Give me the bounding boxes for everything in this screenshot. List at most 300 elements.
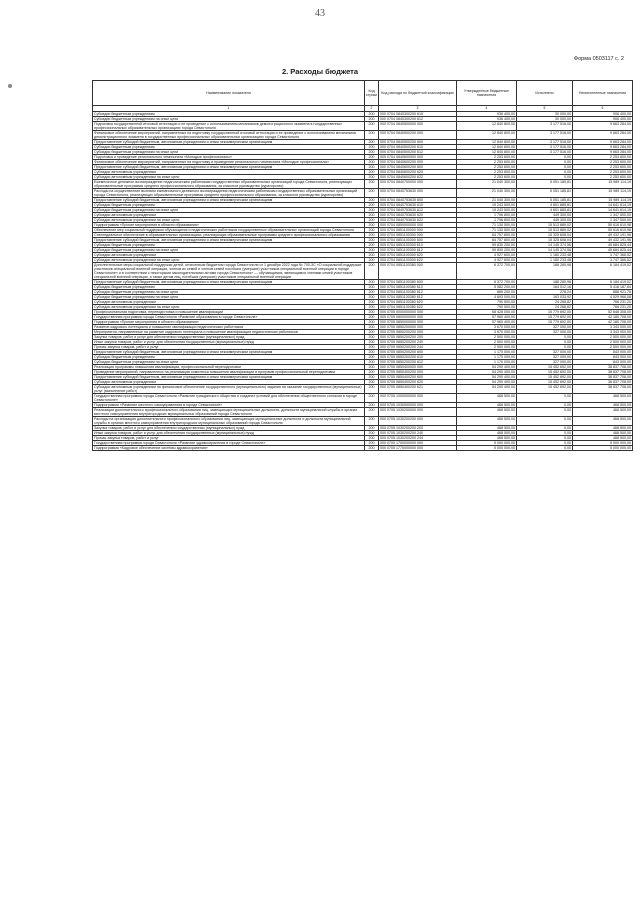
row-executed-cell: 327 000,00 <box>517 359 573 364</box>
row-executed-cell: 0,00 <box>517 402 573 407</box>
column-number: 1 <box>93 106 365 112</box>
row-name-cell: Расходы на организацию дополнительного профессионального образования лиц, замещающих муниципальные должности и должности муниципальной службы в органах местного самоуправления внутригородских муниципальных образований города Севастополя <box>93 416 365 425</box>
row-approved-cell: 5 000 000,00 <box>457 440 517 445</box>
row-budget-code-cell: 000 0704 0840753630 620 <box>379 212 457 217</box>
row-budget-code-cell: 000 0704 0851100300 612 <box>379 247 457 252</box>
row-line-code-cell: 200 <box>365 154 379 159</box>
row-executed-cell: 3 177 516,00 <box>517 149 573 154</box>
row-remaining-cell: 2 253 600,00 <box>573 164 633 169</box>
row-approved-cell: 12 840 800,00 <box>457 144 517 149</box>
row-approved-cell: 5 000 000,00 <box>457 445 517 450</box>
row-approved-cell: 12 840 800,00 <box>457 121 517 130</box>
row-approved-cell: 2 500 000,00 <box>457 344 517 349</box>
row-remaining-cell: 468 500,00 <box>573 393 633 402</box>
column-number: 2 <box>365 106 379 112</box>
row-approved-cell: 468 500,00 <box>457 425 517 430</box>
row-executed-cell: 24 268,82 <box>517 299 573 304</box>
table-row <box>93 416 633 425</box>
row-budget-code-cell: 000 0704 0840600200 000 <box>379 159 457 164</box>
row-line-code-cell: 200 <box>365 116 379 121</box>
row-line-code-cell: 200 <box>365 217 379 222</box>
row-budget-code-cell: 000 0704 0851100380 000 <box>379 262 457 279</box>
row-line-code-cell: 200 <box>365 227 379 232</box>
row-approved-cell: 54 290 400,00 <box>457 364 517 369</box>
row-name-cell: Субсидии автономным учреждениям на иные цели <box>93 304 365 309</box>
row-name-cell: Субсидии бюджетным учреждениям на иные цели <box>93 247 365 252</box>
budget-expenses-table <box>92 80 633 451</box>
row-remaining-cell: 906 400,00 <box>573 116 633 121</box>
row-name-cell: Субсидии автономным учреждениям на иные цели <box>93 174 365 179</box>
row-approved-cell: 2 253 600,00 <box>457 159 517 164</box>
row-budget-code-cell: 000 0704 0840753630 610 <box>379 202 457 207</box>
row-budget-code-cell: 000 0704 0851100380 620 <box>379 299 457 304</box>
row-approved-cell: 3 670 000,00 <box>457 324 517 329</box>
row-budget-code-cell: 000 0704 0851100300 610 <box>379 242 457 247</box>
row-line-code-cell: 200 <box>365 257 379 262</box>
row-name-cell: Государственная программа города Севастополя «Развитие образования в городе Севастополе» <box>93 314 365 319</box>
row-executed-cell: 14 145 374,56 <box>517 242 573 247</box>
row-executed-cell: 15 779 692,00 <box>517 319 573 324</box>
row-budget-code-cell: 000 0705 1030200000 000 <box>379 407 457 416</box>
row-approved-cell: 468 500,00 <box>457 430 517 435</box>
row-line-code-cell: 200 <box>365 435 379 440</box>
row-line-code-cell: 200 <box>365 212 379 217</box>
row-remaining-cell: 38 837 708,00 <box>573 364 633 369</box>
column-number: 3 <box>379 106 457 112</box>
row-remaining-cell: 5 418 187,84 <box>573 284 633 289</box>
row-name-cell: Предоставление субсидий бюджетным, автономным учреждениям и иным некоммерческим организациям <box>93 279 365 284</box>
row-name-cell: Государственная программа города Севастополя «Развитие здравоохранения в городе Севастополе» <box>93 440 365 445</box>
row-line-code-cell: 200 <box>365 247 379 252</box>
row-name-cell: Закупка товаров, работ и услуг для обеспечения государственных (муниципальных) нужд <box>93 334 365 339</box>
row-remaining-cell: 3 343 000,00 <box>573 324 633 329</box>
row-line-code-cell: 200 <box>365 344 379 349</box>
row-budget-code-cell: 000 0704 0840300200 610 <box>379 111 457 116</box>
row-name-cell: Реализация дополнительного профессионального образования лиц, замещающих муниципальные должности, должности муниципальной службы в органах местного самоуправления внутригородских муниципальных образований города Севастополя <box>93 407 365 416</box>
table-row <box>93 179 633 188</box>
row-budget-code-cell: 000 0705 0000000000 000 <box>379 309 457 314</box>
row-executed-cell: 15 513 889,02 <box>517 227 573 232</box>
row-budget-code-cell: 000 0704 0840600200 620 <box>379 169 457 174</box>
row-budget-code-cell: 000 0705 0850400200 620 <box>379 379 457 384</box>
row-line-code-cell: 200 <box>365 144 379 149</box>
row-approved-cell: 1 796 800,00 <box>457 212 517 217</box>
row-remaining-cell: 38 837 708,00 <box>573 369 633 374</box>
row-executed-cell: 4 601 885,81 <box>517 202 573 207</box>
row-approved-cell: 1 170 000,00 <box>457 359 517 364</box>
row-budget-code-cell: 000 0704 0840500200 610 <box>379 144 457 149</box>
row-name-cell: Закупка товаров, работ и услуг для обеспечения государственных (муниципальных) нужд <box>93 425 365 430</box>
row-remaining-cell: 45 684 825,44 <box>573 247 633 252</box>
row-name-cell: Прочая закупка товаров, работ и услуг <box>93 344 365 349</box>
row-approved-cell: 790 500,00 <box>457 299 517 304</box>
row-line-code-cell: 200 <box>365 407 379 416</box>
row-line-code-cell: 200 <box>365 130 379 139</box>
row-executed-cell: 15 325 608,04 <box>517 237 573 242</box>
row-budget-code-cell: 000 0705 1030200200 240 <box>379 430 457 435</box>
row-remaining-cell: 9 663 284,00 <box>573 144 633 149</box>
row-executed-cell: 24 268,82 <box>517 304 573 309</box>
row-executed-cell: 0,00 <box>517 435 573 440</box>
row-executed-cell: 1 180 233,48 <box>517 252 573 257</box>
row-name-cell: Субсидии бюджетным учреждениям <box>93 202 365 207</box>
row-line-code-cell: 200 <box>365 304 379 309</box>
row-approved-cell: 54 290 400,00 <box>457 374 517 379</box>
row-line-code-cell: 200 <box>365 222 379 227</box>
row-remaining-cell: 1 347 500,00 <box>573 217 633 222</box>
row-budget-code-cell: 000 0704 0840500200 612 <box>379 149 457 154</box>
row-remaining-cell: 55 616 610,98 <box>573 222 633 227</box>
row-line-code-cell: 200 <box>365 416 379 425</box>
row-budget-code-cell: 000 0704 0851100380 612 <box>379 294 457 299</box>
row-approved-cell: 6 372 700,00 <box>457 279 517 284</box>
table-row <box>93 384 633 393</box>
row-remaining-cell: 843 000,00 <box>573 354 633 359</box>
row-executed-cell: 164 012,16 <box>517 284 573 289</box>
row-budget-code-cell: 000 0704 0840500000 000 <box>379 121 457 130</box>
row-line-code-cell: 200 <box>365 402 379 407</box>
column-header: Исполнено <box>517 81 573 106</box>
row-remaining-cell: 49 432 191,96 <box>573 232 633 237</box>
row-remaining-cell: 15 989 114,19 <box>573 188 633 197</box>
column-number: 4 <box>457 106 517 112</box>
row-remaining-cell: 9 663 284,00 <box>573 130 633 139</box>
row-approved-cell: 1 170 000,00 <box>457 349 517 354</box>
row-executed-cell: 1 180 233,48 <box>517 257 573 262</box>
row-budget-code-cell: 000 0705 1030200200 200 <box>379 425 457 430</box>
row-budget-code-cell: 000 0704 0840600200 622 <box>379 174 457 179</box>
row-executed-cell: 4 601 885,81 <box>517 207 573 212</box>
row-budget-code-cell: 000 0704 0851100380 610 <box>379 284 457 289</box>
row-executed-cell: 30 000,00 <box>517 111 573 116</box>
row-budget-code-cell: 000 0705 0850400200 621 <box>379 384 457 393</box>
column-number: 5 <box>517 106 573 112</box>
row-line-code-cell: 200 <box>365 440 379 445</box>
row-remaining-cell: 2 253 600,00 <box>573 174 633 179</box>
row-name-cell: Предоставление субсидий бюджетным, автономным учреждениям и иным некоммерческим организациям <box>93 374 365 379</box>
row-executed-cell: 15 452 692,00 <box>517 364 573 369</box>
row-executed-cell: 3 177 516,00 <box>517 139 573 144</box>
row-remaining-cell: 468 500,00 <box>573 407 633 416</box>
row-line-code-cell: 200 <box>365 445 379 450</box>
row-budget-code-cell: 000 0705 0850000000 000 <box>379 319 457 324</box>
row-remaining-cell: 38 837 708,00 <box>573 379 633 384</box>
row-executed-cell: 30 000,00 <box>517 116 573 121</box>
row-executed-cell: 15 513 889,02 <box>517 222 573 227</box>
row-budget-code-cell: 000 0705 1030200200 244 <box>379 435 457 440</box>
row-name-cell: Субсидии бюджетным учреждениям на иные цели <box>93 116 365 121</box>
row-executed-cell: 0,00 <box>517 445 573 450</box>
table-body <box>93 111 633 450</box>
row-remaining-cell: 9 663 284,00 <box>573 139 633 144</box>
row-line-code-cell: 200 <box>365 430 379 435</box>
row-approved-cell: 2 253 600,00 <box>457 174 517 179</box>
row-budget-code-cell: 000 0704 0840753630 612 <box>379 207 457 212</box>
table-row <box>93 262 633 279</box>
row-executed-cell: 15 452 692,00 <box>517 369 573 374</box>
row-budget-code-cell: 000 0705 0850200200 240 <box>379 339 457 344</box>
row-budget-code-cell: 000 0705 0850200200 000 <box>379 329 457 334</box>
row-executed-cell: 15 452 692,00 <box>517 379 573 384</box>
column-header: Код расхода по бюджетной классификации <box>379 81 457 106</box>
row-line-code-cell: 200 <box>365 279 379 284</box>
row-approved-cell: 71 130 500,00 <box>457 227 517 232</box>
row-approved-cell: 19 243 500,00 <box>457 202 517 207</box>
row-name-cell: Профессиональная подготовка, переподготовка и повышение квалификации <box>93 309 365 314</box>
row-remaining-cell: 52 648 308,00 <box>573 309 633 314</box>
row-approved-cell: 12 840 800,00 <box>457 149 517 154</box>
table-row <box>93 130 633 139</box>
row-remaining-cell: 55 616 610,98 <box>573 227 633 232</box>
row-line-code-cell: 200 <box>365 179 379 188</box>
row-remaining-cell: 42 180 708,00 <box>573 314 633 319</box>
row-remaining-cell: 2 253 600,00 <box>573 154 633 159</box>
row-approved-cell: 2 500 000,00 <box>457 339 517 344</box>
row-approved-cell: 1 170 000,00 <box>457 354 517 359</box>
row-line-code-cell: 200 <box>365 121 379 130</box>
row-name-cell: Иные закупки товаров, работ и услуг для обеспечения государственных (муниципальных) нужд <box>93 339 365 344</box>
row-approved-cell: 5 582 200,00 <box>457 284 517 289</box>
row-line-code-cell: 200 <box>365 384 379 393</box>
row-line-code-cell: 200 <box>365 169 379 174</box>
row-remaining-cell: 6 184 419,02 <box>573 279 633 284</box>
row-budget-code-cell: 000 0704 0840600000 000 <box>379 154 457 159</box>
row-line-code-cell: 200 <box>365 369 379 374</box>
row-budget-code-cell: 000 0704 0851100380 622 <box>379 304 457 309</box>
row-line-code-cell: 200 <box>365 294 379 299</box>
row-name-cell: Предоставление субсидий бюджетным, автономным учреждениям и иным некоммерческим организациям <box>93 349 365 354</box>
row-remaining-cell: 468 500,00 <box>573 402 633 407</box>
row-approved-cell: 19 243 500,00 <box>457 207 517 212</box>
row-remaining-cell: 5 000 000,00 <box>573 445 633 450</box>
row-budget-code-cell: 000 0705 1030000000 000 <box>379 402 457 407</box>
table-row <box>93 445 633 450</box>
section-title: 2. Расходы бюджета <box>281 67 359 76</box>
row-line-code-cell: 200 <box>365 299 379 304</box>
row-name-cell: Мероприятия, направленные на развитие кадрового потенциала и повышение квалификации педагогических работников <box>93 329 365 334</box>
row-budget-code-cell: 000 0705 0850400000 000 <box>379 364 457 369</box>
row-line-code-cell: 200 <box>365 139 379 144</box>
row-line-code-cell: 200 <box>365 309 379 314</box>
row-name-cell: Субсидии бюджетным учреждениям <box>93 144 365 149</box>
row-name-cell: Ежемесячное денежное вознаграждение педагогическим работникам государственных образовательных организаций города Севастополя, реализующих образовательные программы среднего профессионального образования, за классное руководство (кураторство) <box>93 179 365 188</box>
row-approved-cell: 2 500 000,00 <box>457 334 517 339</box>
row-executed-cell: 327 000,00 <box>517 354 573 359</box>
row-name-cell: Субсидии автономным учреждениям <box>93 379 365 384</box>
row-remaining-cell: 2 253 600,00 <box>573 169 633 174</box>
row-line-code-cell: 200 <box>365 379 379 384</box>
row-line-code-cell: 200 <box>365 284 379 289</box>
row-budget-code-cell: 000 0704 0840500200 600 <box>379 139 457 144</box>
row-executed-cell: 15 779 692,00 <box>517 314 573 319</box>
row-remaining-cell: 14 641 614,19 <box>573 202 633 207</box>
row-line-code-cell: 200 <box>365 289 379 294</box>
row-name-cell: Государственная программа города Севастополя «Развитие гражданского общества и создание условий для обеспечения общественного согласия в городе Севастополе» <box>93 393 365 402</box>
row-remaining-cell: 3 747 366,52 <box>573 257 633 262</box>
row-approved-cell: 790 500,00 <box>457 304 517 309</box>
row-budget-code-cell: 000 0705 0850200200 244 <box>379 344 457 349</box>
row-name-cell: Расходы на осуществление выплаты ежемесячного денежного вознаграждения педагогическим работникам государственных образовательных организаций города Севастополя, реализующих образовательные программы среднего профессионального образования, за классное руководство (кураторство) <box>93 188 365 197</box>
row-approved-cell: 6 372 700,00 <box>457 262 517 279</box>
row-budget-code-cell: 000 0705 0850200000 000 <box>379 324 457 329</box>
row-remaining-cell: 468 500,00 <box>573 435 633 440</box>
row-budget-code-cell: 000 0705 0800000000 000 <box>379 314 457 319</box>
row-executed-cell: 0,00 <box>517 174 573 179</box>
row-budget-code-cell: 000 0704 0840300200 612 <box>379 116 457 121</box>
row-approved-cell: 68 428 000,00 <box>457 309 517 314</box>
row-executed-cell: 327 000,00 <box>517 329 573 334</box>
row-executed-cell: 3 177 516,00 <box>517 121 573 130</box>
row-executed-cell: 278,24 <box>517 289 573 294</box>
row-executed-cell: 15 325 608,04 <box>517 232 573 237</box>
form-code: Форма 0503117 с. 2 <box>573 56 624 62</box>
row-approved-cell: 64 757 800,00 <box>457 232 517 237</box>
column-header: Код строки <box>365 81 379 106</box>
row-name-cell: Предоставление субсидий бюджетным, автономным учреждениям и иным некоммерческим организациям <box>93 164 365 169</box>
row-approved-cell: 71 130 500,00 <box>457 222 517 227</box>
row-approved-cell: 57 960 400,00 <box>457 314 517 319</box>
row-approved-cell: 2 253 600,00 <box>457 169 517 174</box>
column-header: Утвержденные бюджетные назначения <box>457 81 517 106</box>
row-line-code-cell: 200 <box>365 111 379 116</box>
row-executed-cell: 14 145 374,56 <box>517 247 573 252</box>
row-approved-cell: 2 253 600,00 <box>457 154 517 159</box>
row-approved-cell: 4 693 000,00 <box>457 294 517 299</box>
row-executed-cell: 0,00 <box>517 440 573 445</box>
row-remaining-cell: 15 989 114,19 <box>573 179 633 188</box>
row-name-cell: Иные закупки товаров, работ и услуг для обеспечения государственных (муниципальных) нужд <box>93 430 365 435</box>
row-remaining-cell: 15 989 114,19 <box>573 197 633 202</box>
row-budget-code-cell: 000 0704 0840600200 600 <box>379 164 457 169</box>
row-name-cell: Субсидии автономным учреждениям на иные цели <box>93 217 365 222</box>
row-executed-cell: 0,00 <box>517 430 573 435</box>
row-budget-code-cell: 000 0704 0840753630 000 <box>379 188 457 197</box>
row-name-cell: Стипендиальное обеспечение в образовательных организациях, реализующих образовательные программы среднего профессионального образования <box>93 232 365 237</box>
row-remaining-cell: 468 500,00 <box>573 416 633 425</box>
row-name-cell: Обеспечение мер социальной поддержки обучающихся и педагогических работников государственных образовательных организаций города Севастополя <box>93 227 365 232</box>
binding-hole-mark <box>8 84 12 88</box>
column-header: Наименование показателя <box>93 81 365 106</box>
row-line-code-cell: 200 <box>365 207 379 212</box>
row-executed-cell: 0,00 <box>517 407 573 416</box>
row-name-cell: Предоставление субсидий бюджетным, автономным учреждениям и иным некоммерческим организациям <box>93 139 365 144</box>
row-line-code-cell: 200 <box>365 349 379 354</box>
row-name-cell: Подпрограмма «Кадровое обеспечение системы здравоохранения» <box>93 445 365 450</box>
row-line-code-cell: 200 <box>365 374 379 379</box>
row-executed-cell: 5 051 185,81 <box>517 179 573 188</box>
row-name-cell: Субсидии бюджетным учреждениям на иные цели <box>93 207 365 212</box>
row-budget-code-cell: 000 0705 1000000000 000 <box>379 393 457 402</box>
table-row <box>93 393 633 402</box>
row-line-code-cell: 200 <box>365 334 379 339</box>
row-budget-code-cell: 000 0705 0850400200 000 <box>379 369 457 374</box>
table-row <box>93 407 633 416</box>
table-header-row <box>93 81 633 106</box>
row-approved-cell: 57 960 400,00 <box>457 319 517 324</box>
row-name-cell: Субсидии автономным учреждениям <box>93 299 365 304</box>
row-executed-cell: 163 033,92 <box>517 294 573 299</box>
row-line-code-cell: 200 <box>365 202 379 207</box>
row-remaining-cell: 2 253 600,00 <box>573 159 633 164</box>
row-name-cell: Субсидии бюджетным учреждениям <box>93 111 365 116</box>
row-line-code-cell: 200 <box>365 242 379 247</box>
row-budget-code-cell: 000 0704 0840753630 600 <box>379 197 457 202</box>
row-executed-cell: 188 280,98 <box>517 279 573 284</box>
row-remaining-cell: 2 500 000,00 <box>573 344 633 349</box>
row-budget-code-cell: 000 0704 0840500200 000 <box>379 130 457 139</box>
row-name-cell: Субсидии бюджетным учреждениям <box>93 354 365 359</box>
row-name-cell: Субсидии бюджетным учреждениям на иные цели <box>93 294 365 299</box>
row-approved-cell: 54 290 400,00 <box>457 384 517 393</box>
row-approved-cell: 64 757 800,00 <box>457 237 517 242</box>
row-line-code-cell: 200 <box>365 149 379 154</box>
row-executed-cell: 0,00 <box>517 164 573 169</box>
row-approved-cell: 4 927 600,00 <box>457 257 517 262</box>
row-name-cell: Субсидии бюджетным учреждениям <box>93 284 365 289</box>
row-remaining-cell: 843 000,00 <box>573 349 633 354</box>
row-budget-code-cell: 000 0704 0851100300 600 <box>379 237 457 242</box>
row-name-cell: Предоставление субсидий бюджетным, автономным учреждениям и иным некоммерческим организациям <box>93 237 365 242</box>
row-approved-cell: 936 400,00 <box>457 116 517 121</box>
row-remaining-cell: 3 747 366,52 <box>573 252 633 257</box>
row-line-code-cell: 200 <box>365 188 379 197</box>
row-remaining-cell: 9 663 284,00 <box>573 149 633 154</box>
row-line-code-cell: 200 <box>365 359 379 364</box>
row-approved-cell: 468 500,00 <box>457 402 517 407</box>
row-remaining-cell: 4 529 966,08 <box>573 294 633 299</box>
row-remaining-cell: 9 663 284,00 <box>573 121 633 130</box>
row-approved-cell: 468 500,00 <box>457 393 517 402</box>
row-budget-code-cell: 000 0705 0850200200 612 <box>379 359 457 364</box>
page-number: 43 <box>315 8 325 19</box>
row-remaining-cell: 6 184 419,02 <box>573 262 633 279</box>
row-name-cell: Дополнительные меры социальной поддержки детей, отнесенным бюджетом города Севастополя от 1 декабря 2022 года № 700-ЗС «О социальной поддержке участников специальной военной операции, членов их семей и членов семей погибших (умерших) участников специальной военной операции в городе Севастополе» и в соответствии с некоторыми законодательными актами города Севастополя» — обучающимся, являющимся членами семей участников специальной военной операции, а также детям лиц, погибших (умерших) участников специальной военной операции <box>93 262 365 279</box>
row-executed-cell: 15 779 692,00 <box>517 309 573 314</box>
row-executed-cell: 3 177 516,00 <box>517 144 573 149</box>
row-approved-cell: 54 290 400,00 <box>457 379 517 384</box>
row-approved-cell: 3 670 000,00 <box>457 329 517 334</box>
row-name-cell: Субсидии автономным учреждениям <box>93 252 365 257</box>
row-line-code-cell: 200 <box>365 262 379 279</box>
row-name-cell: Реализация программы повышения квалификации, профессиональной переподготовки <box>93 364 365 369</box>
row-approved-cell: 468 500,00 <box>457 435 517 440</box>
row-name-cell: Подпрограмма «Прочие мероприятия в области образования» <box>93 319 365 324</box>
row-line-code-cell: 200 <box>365 364 379 369</box>
row-approved-cell: 12 840 800,00 <box>457 139 517 144</box>
row-remaining-cell: 14 641 614,19 <box>573 207 633 212</box>
row-executed-cell: 15 452 692,00 <box>517 384 573 393</box>
row-approved-cell: 468 500,00 <box>457 407 517 416</box>
row-name-cell: Субсидии бюджетным учреждениям <box>93 242 365 247</box>
row-remaining-cell: 766 231,20 <box>573 304 633 309</box>
row-executed-cell: 0,00 <box>517 344 573 349</box>
row-name-cell: Подпрограмма «Развитие местного самоуправления в городе Севастополе» <box>93 402 365 407</box>
row-remaining-cell: 49 432 191,96 <box>573 237 633 242</box>
row-name-cell: Субсидии бюджетным учреждениям на иные цели <box>93 359 365 364</box>
row-line-code-cell: 200 <box>365 393 379 402</box>
row-line-code-cell: 200 <box>365 232 379 237</box>
row-name-cell: Финансовое обеспечение мероприятий, направленных на подготовку государственной итоговой аттестации и ее проведение с использованием механизмов демонстрационного экзамена в государственных профессиональных образовательных организациях города Севастополя <box>93 130 365 139</box>
row-executed-cell: 0,00 <box>517 154 573 159</box>
row-remaining-cell: 38 837 708,00 <box>573 384 633 393</box>
row-remaining-cell: 468 500,00 <box>573 425 633 430</box>
row-remaining-cell: 1 347 500,00 <box>573 212 633 217</box>
row-approved-cell: 889 200,00 <box>457 289 517 294</box>
row-executed-cell: 0,00 <box>517 416 573 425</box>
row-executed-cell: 449 300,00 <box>517 217 573 222</box>
row-budget-code-cell: 000 0704 0840753630 622 <box>379 217 457 222</box>
row-name-cell: Развитие кадрового потенциала и повышение квалификации педагогических работников <box>93 324 365 329</box>
